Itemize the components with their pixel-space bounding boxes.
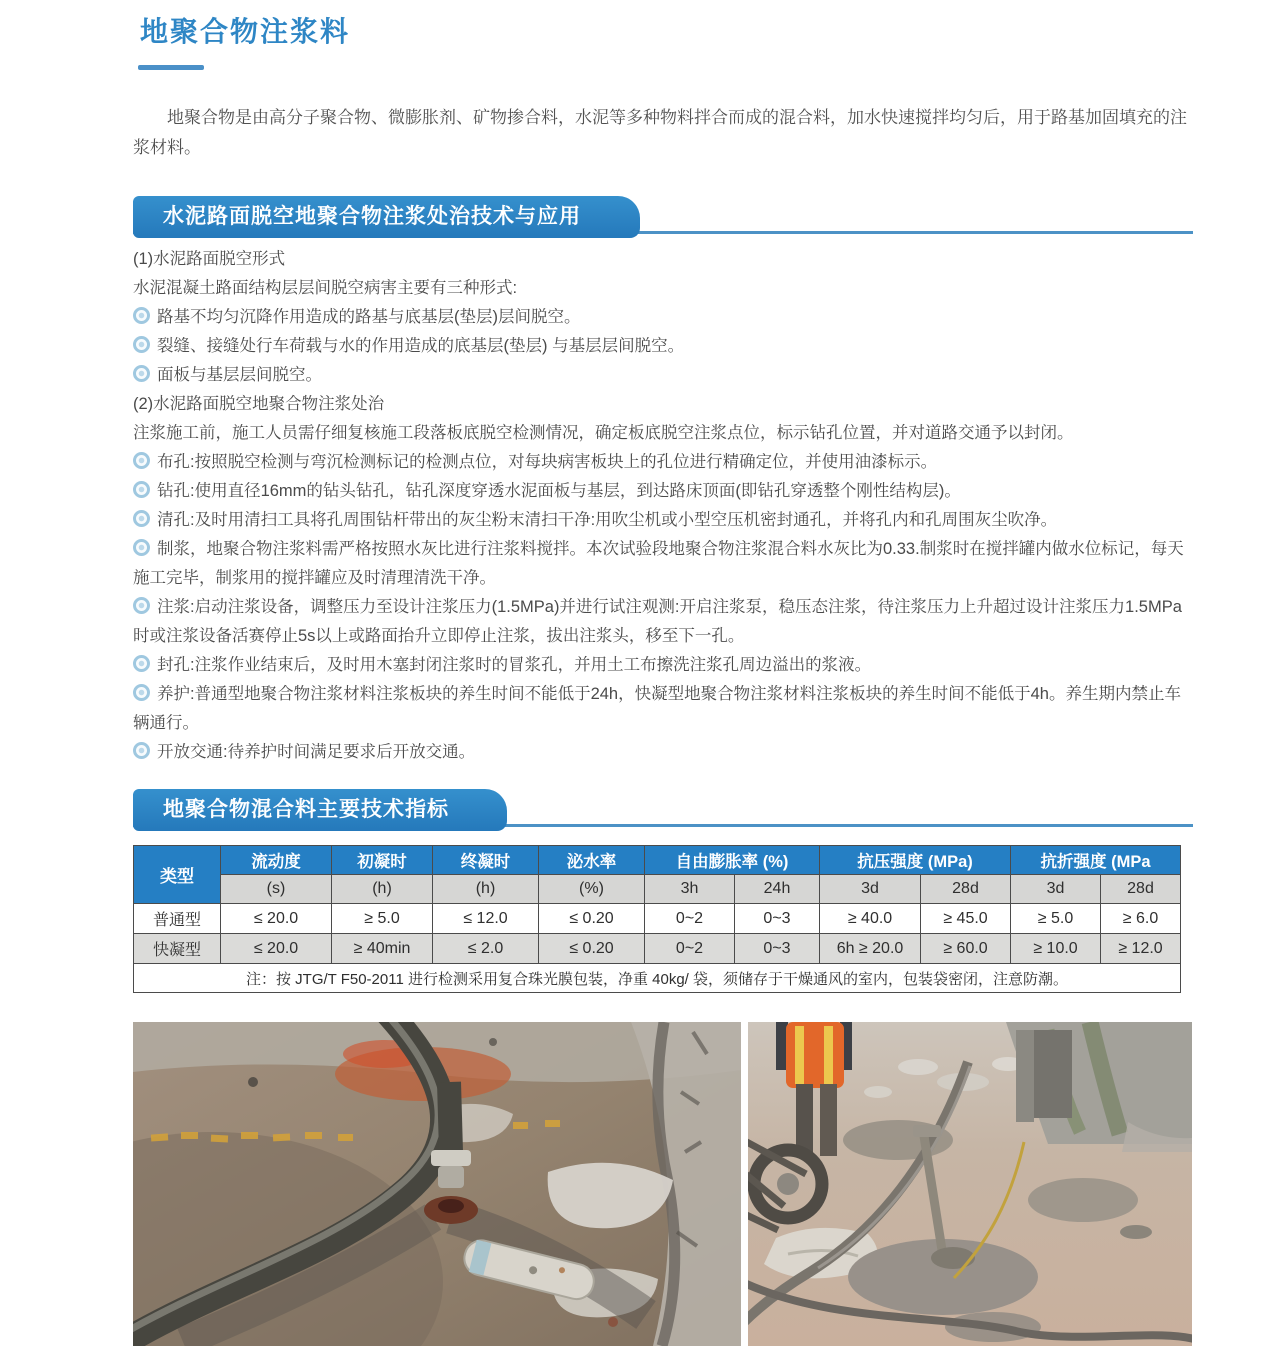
text-line: 水泥混凝土路面结构层层间脱空病害主要有三种形式:	[133, 279, 518, 297]
photo-worksite-art	[748, 1022, 1192, 1346]
col-header: 终凝时	[433, 846, 539, 875]
cell: 6h ≥ 20.0	[820, 934, 921, 964]
ring-bullet-icon	[133, 510, 150, 527]
sub-header: (h)	[332, 875, 433, 904]
sub-header: 28d	[1101, 875, 1181, 904]
bullet-line: 制浆，地聚合物注浆料需严格按照水灰比进行注浆料搅拌。本次试验段地聚合物注浆混合料水灰比为0.33.制浆时在搅拌罐内做水位标记，每天施工完毕，制浆用的搅拌罐应及时清理清洗干净。	[133, 540, 1184, 587]
sub-header: (s)	[221, 875, 332, 904]
col-header: 初凝时	[332, 846, 433, 875]
cell: ≥ 5.0	[1011, 904, 1101, 934]
sub-header: (%)	[539, 875, 645, 904]
cell: 0~2	[645, 934, 735, 964]
bullet-line: 开放交通:待养护时间满足要求后开放交通。	[133, 738, 1190, 767]
text-line: (1)水泥路面脱空形式	[133, 250, 286, 268]
photo-grouting-hose	[133, 1022, 741, 1346]
cell: ≥ 40min	[332, 934, 433, 964]
ring-bullet-icon	[133, 684, 150, 701]
section1-heading-wrap	[133, 196, 1193, 238]
ring-bullet-icon	[133, 742, 150, 759]
sub-header: 28d	[921, 875, 1011, 904]
sub-header: (h)	[433, 875, 539, 904]
spec-table	[133, 845, 1181, 993]
cell: ≥ 60.0	[921, 934, 1011, 964]
cell: ≥ 12.0	[1101, 934, 1181, 964]
row-label: 普通型	[134, 904, 221, 934]
bullet-line: 养护:普通型地聚合物注浆材料注浆板块的养生时间不能低于24h，快凝型地聚合物注浆材料注浆板块的养生时间不能低于4h。养生期内禁止车辆通行。	[133, 685, 1181, 732]
bullet-line: 面板与基层层间脱空。	[133, 361, 1190, 390]
bullet-line: 钻孔:使用直径16mm的钻头钻孔，钻孔深度穿透水泥面板与基层，到达路床顶面(即钻孔穿透整个刚性结构层)。	[133, 477, 1190, 506]
section1-body	[133, 245, 1190, 785]
cell: ≤ 20.0	[221, 934, 332, 964]
col-header-type: 类型	[134, 846, 221, 904]
ring-bullet-icon	[133, 452, 150, 469]
col-header-group: 自由膨胀率 (%)	[645, 846, 820, 875]
page-title: 地聚合物注浆料	[140, 16, 351, 47]
cell: ≥ 5.0	[332, 904, 433, 934]
table-row	[134, 934, 1181, 964]
col-header-group: 抗折强度 (MPa	[1011, 846, 1181, 875]
title-underline	[138, 65, 204, 70]
table-row	[134, 904, 1181, 934]
section2-heading-wrap	[133, 789, 1193, 831]
ring-bullet-icon	[133, 597, 150, 614]
photo-worksite	[748, 1022, 1192, 1346]
ring-bullet-icon	[133, 336, 150, 353]
sub-header: 3d	[1011, 875, 1101, 904]
row-label: 快凝型	[134, 934, 221, 964]
section2-heading: 地聚合物混合料主要技术指标	[133, 789, 507, 831]
ring-bullet-icon	[133, 655, 150, 672]
cell: ≤ 12.0	[433, 904, 539, 934]
ring-bullet-icon	[133, 539, 150, 556]
text-line: 注浆施工前，施工人员需仔细复核施工段落板底脱空检测情况，确定板底脱空注浆点位，标示钻孔位置，并对道路交通予以封闭。	[133, 424, 1074, 442]
cell: 0~2	[645, 904, 735, 934]
cell: ≤ 2.0	[433, 934, 539, 964]
cell: ≥ 40.0	[820, 904, 921, 934]
col-header-group: 抗压强度 (MPa)	[820, 846, 1011, 875]
bullet-line: 布孔:按照脱空检测与弯沉检测标记的检测点位，对每块病害板块上的孔位进行精确定位，并使用油漆标示。	[133, 448, 1190, 477]
bullet-line: 注浆:启动注浆设备，调整压力至设计注浆压力(1.5MPa)并进行试注观测:开启注浆泵，稳压态注浆，待注浆压力上升超过设计注浆压力1.5MPa时或注浆设备活赛停止5s以上或路面抬升立即停止注浆，拔出注浆头，移至下一孔。	[133, 598, 1182, 645]
bullet-line: 路基不均匀沉降作用造成的路基与底基层(垫层)层间脱空。	[133, 303, 1190, 332]
bullet-line: 封孔:注浆作业结束后，及时用木塞封闭注浆时的冒浆孔，并用土工布擦洗注浆孔周边溢出的浆液。	[133, 651, 1190, 680]
sub-header: 3h	[645, 875, 735, 904]
photo-grouting-hose-art	[133, 1022, 741, 1346]
col-header: 流动度	[221, 846, 332, 875]
table-note: 注：按 JTG/T F50-2011 进行检测采用复合珠光膜包装，净重 40kg/ 袋，须储存于干燥通风的室内，包装袋密闭，注意防潮。	[134, 964, 1181, 993]
cell: ≥ 45.0	[921, 904, 1011, 934]
text-line: (2)水泥路面脱空地聚合物注浆处治	[133, 395, 385, 413]
cell: ≤ 0.20	[539, 934, 645, 964]
ring-bullet-icon	[133, 307, 150, 324]
intro-paragraph: 地聚合物是由高分子聚合物、微膨胀剂、矿物掺合料，水泥等多种物料拌合而成的混合料，加水快速搅拌均匀后，用于路基加固填充的注浆材料。	[133, 108, 1187, 157]
section1-heading: 水泥路面脱空地聚合物注浆处治技术与应用	[133, 196, 640, 238]
cell: ≥ 10.0	[1011, 934, 1101, 964]
col-header: 泌水率	[539, 846, 645, 875]
cell: 0~3	[735, 904, 820, 934]
table-note-row	[134, 964, 1181, 993]
ring-bullet-icon	[133, 365, 150, 382]
cell: ≤ 0.20	[539, 904, 645, 934]
cell: ≤ 20.0	[221, 904, 332, 934]
sub-header: 24h	[735, 875, 820, 904]
sub-header: 3d	[820, 875, 921, 904]
ring-bullet-icon	[133, 481, 150, 498]
bullet-line: 裂缝、接缝处行车荷载与水的作用造成的底基层(垫层) 与基层层间脱空。	[133, 332, 1190, 361]
cell: 0~3	[735, 934, 820, 964]
bullet-line: 清孔:及时用清扫工具将孔周围钻杆带出的灰尘粉末清扫干净:用吹尘机或小型空压机密封通孔，并将孔内和孔周围灰尘吹净。	[133, 506, 1190, 535]
cell: ≥ 6.0	[1101, 904, 1181, 934]
